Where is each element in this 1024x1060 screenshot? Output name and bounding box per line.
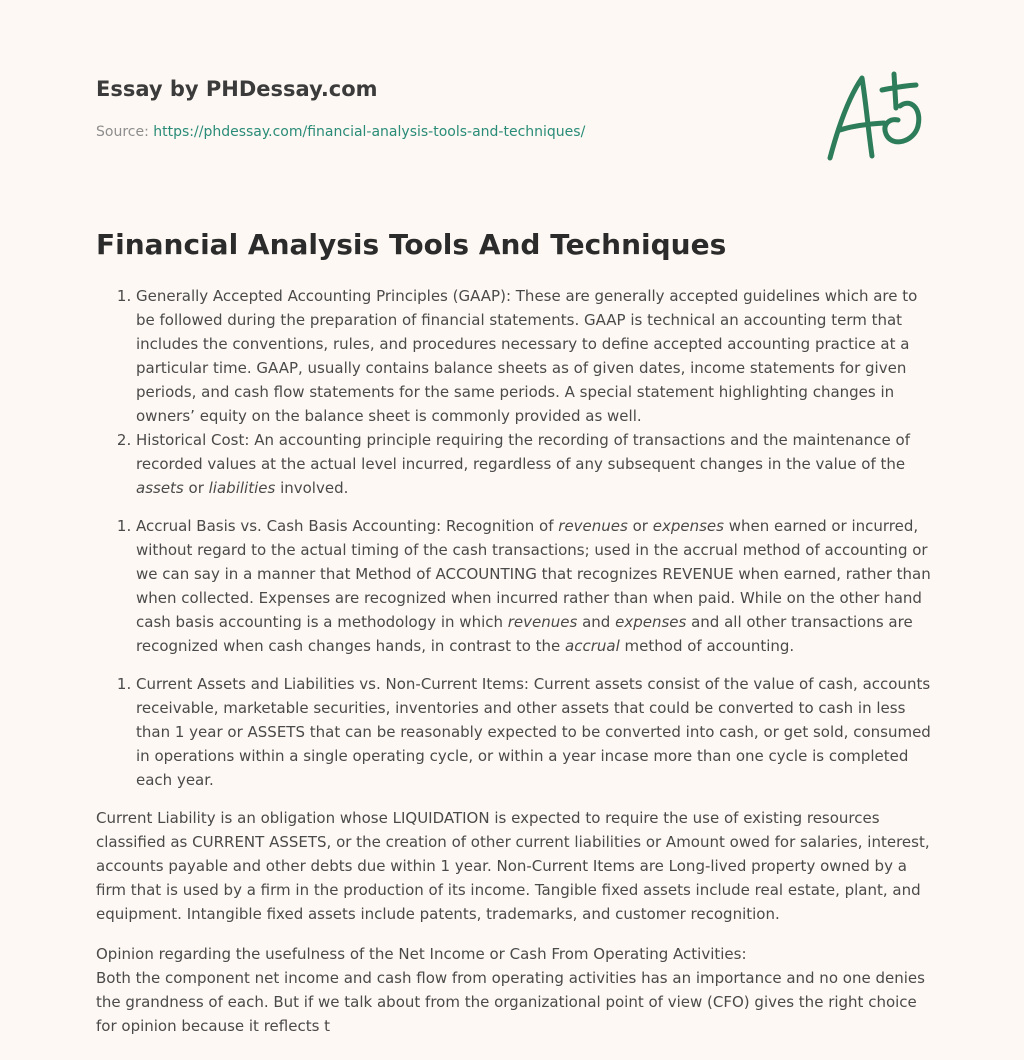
current-liability-paragraph: Current Liability is an obligation whose LIQUIDATION is expected to require the use of existing resources classified as CURRENT ASSETS, or the creation of other current liabilities or Amount owed for salaries, interest, accounts payable and other debts due within 1 year. Non-Current Items are Long-lived property owned by a firm that is used by a firm in the production of its income. Tangible fixed assets include real estate, plant, and equipment. Intangible fixed assets include patents, trademarks, and customer recognition. (96, 809, 930, 923)
accrual-term: accrual (565, 637, 620, 655)
gaap-text: Generally Accepted Accounting Principles (GAAP): These are generally accepted guidelines which are to be followed during the preparation of financial statements. GAAP is technical an accounting term that includes the conventions, rules, and procedures necessary to define accepted accounting practice at a particular time. GAAP, usually contains balance sheets as of given dates, income statements for given periods, and cash flow statements for the same periods. A special statement highlighting changes in owners’ equity on the balance sheet is commonly provided as well. (136, 287, 918, 425)
accrual-text-c: and all other transactions are recognized when cash changes hands, in contrast to the (136, 613, 913, 655)
opinion-heading: Opinion regarding the usefulness of the Net Income or Cash From Operating Activities: (96, 945, 747, 963)
list-item-gaap (136, 284, 932, 428)
historical-cost-text: Historical Cost: An accounting principle requiring the recording of transactions and the maintenance of recorded values at the actual level incurred, regardless of any subsequent changes in the value of the (136, 431, 910, 473)
source-link[interactable]: https://phdessay.com/financial-analysis-tools-and-techniques/ (153, 124, 586, 140)
list-item-current-assets (136, 672, 932, 792)
a-plus-logo-icon (820, 68, 930, 168)
involved-text: involved. (275, 479, 349, 497)
essay-content (96, 284, 932, 1038)
assets-list (96, 672, 932, 792)
or-text: or (627, 517, 653, 535)
or-text: or (183, 479, 209, 497)
accrual-text-a: Accrual Basis vs. Cash Basis Accounting: Recognition of (136, 517, 559, 535)
list-item-historical-cost (136, 428, 932, 500)
principles-list (96, 284, 932, 500)
current-assets-text: Current Assets and Liabilities vs. Non-Current Items: Current assets consist of the value of cash, accounts receivable, marketable securities, inventories and other assets that could be converted to cash in less than 1 year or ASSETS that can be reasonably expected to be converted into cash, or get sold, consumed in operations within a single operating cycle, or within a year incase more than one cycle is completed each year. (136, 675, 931, 789)
accrual-text-b: when earned or incurred, without regard to the actual timing of the cash transactions; used in the accrual method of accounting or we can say in a manner that Method of ACCOUNTING that recognizes REVENUE when earned, rather than when collected. Expenses are recognized when incurred rather than when paid. While on the other hand cash basis accounting is a methodology in which (136, 517, 931, 631)
accrual-text-d: method of accounting. (619, 637, 795, 655)
opinion-paragraph (96, 942, 932, 1038)
site-brand: Essay by PHDessay.com (96, 77, 378, 101)
page-title: Financial Analysis Tools And Techniques (96, 228, 727, 261)
revenues-term: revenues (558, 517, 628, 535)
assets-term: assets (136, 479, 184, 497)
source-label: Source: (96, 124, 154, 140)
and-text: and (577, 613, 616, 631)
expenses-term: expenses (615, 613, 687, 631)
list-item-accrual (136, 514, 932, 658)
revenues-term: revenues (507, 613, 578, 631)
opinion-body: Both the component net income and cash flow from operating activities has an importance and no one denies the grandness of each. But if we talk about from the organizational point of view (CFO) gives the right choice for opinion because it reflects t (96, 969, 925, 1035)
accrual-list (96, 514, 932, 658)
liabilities-term: liabilities (208, 479, 276, 497)
expenses-term: expenses (652, 517, 724, 535)
source-line (96, 124, 585, 140)
